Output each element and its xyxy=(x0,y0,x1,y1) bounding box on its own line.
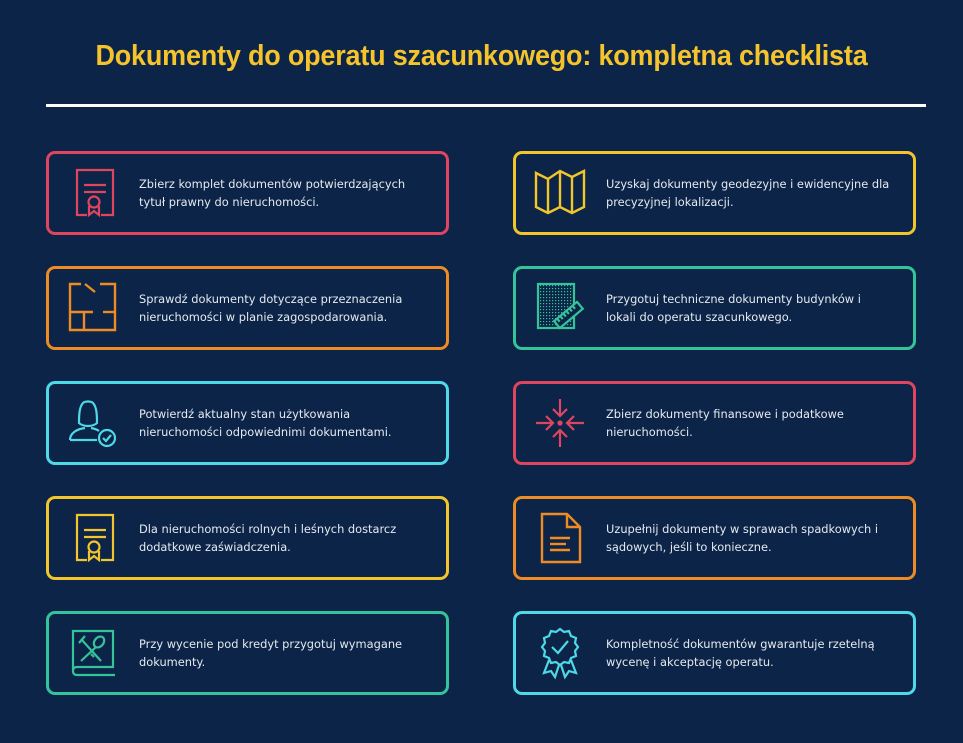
title-divider xyxy=(46,104,926,107)
checklist-item-text: Uzupełnij dokumenty w sprawach spadkowych i sądowych, jeśli to konieczne. xyxy=(606,522,879,554)
checklist-item-technical-docs xyxy=(513,266,916,350)
checklist-item-inheritance-court xyxy=(513,496,916,580)
floor-plan-icon xyxy=(61,276,125,340)
checklist-item-text: Potwierdź aktualny stan użytkowania nieruchomości odpowiednimi dokumentami. xyxy=(139,407,392,439)
checklist-item-text: Sprawdź dokumenty dotyczące przeznaczenia nieruchomości w planie zagospodarowania. xyxy=(139,292,403,324)
checklist-item-legal-title xyxy=(46,151,449,235)
award-badge-icon xyxy=(528,621,592,685)
certificate-icon xyxy=(61,506,125,570)
page-title: Dokumenty do operatu szacunkowego: kompletna checklista xyxy=(95,40,868,72)
checklist-item-text: Kompletność dokumentów gwarantuje rzetelną wycenę i akceptację operatu. xyxy=(606,637,875,669)
checklist-item-usage-status xyxy=(46,381,449,465)
checklist-item-text: Przy wycenie pod kredyt przygotuj wymagane dokumenty. xyxy=(139,637,403,669)
user-check-icon xyxy=(61,391,125,455)
checklist-item-mortgage-valuation xyxy=(46,611,449,695)
checklist-item-completeness xyxy=(513,611,916,695)
document-icon xyxy=(528,506,592,570)
blueprint-ruler-icon xyxy=(528,276,592,340)
checklist-item-text: Uzyskaj dokumenty geodezyjne i ewidencyjne dla precyzyjnej lokalizacji. xyxy=(606,177,890,209)
folded-map-icon xyxy=(528,161,592,225)
certificate-icon xyxy=(61,161,125,225)
checklist-item-text: Przygotuj techniczne dokumenty budynków i lokali do operatu szacunkowego. xyxy=(606,292,861,324)
converge-arrows-icon xyxy=(528,391,592,455)
checklist-item-text: Zbierz komplet dokumentów potwierdzających tytuł prawny do nieruchomości. xyxy=(139,177,406,209)
recipe-book-icon xyxy=(61,621,125,685)
checklist-item-agricultural-forest xyxy=(46,496,449,580)
checklist-item-geodetic xyxy=(513,151,916,235)
checklist-item-text: Dla nieruchomości rolnych i leśnych dostarcz dodatkowe zaświadczenia. xyxy=(139,522,397,554)
checklist-item-text: Zbierz dokumenty finansowe i podatkowe nieruchomości. xyxy=(606,407,844,439)
checklist-item-financial-tax xyxy=(513,381,916,465)
checklist-item-zoning-plan xyxy=(46,266,449,350)
